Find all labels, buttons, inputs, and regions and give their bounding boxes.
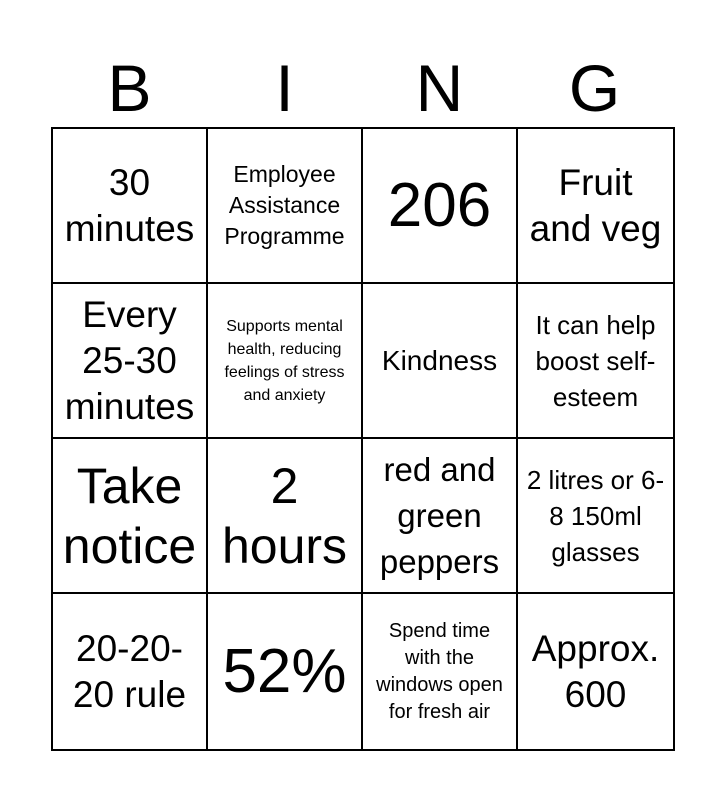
- cell-text: 2 litres or 6-8 150ml glasses: [526, 464, 665, 567]
- bingo-cell[interactable]: [363, 129, 518, 284]
- cell-text: It can help boost self-esteem: [535, 309, 656, 412]
- bingo-cell[interactable]: [208, 284, 363, 439]
- cell-text: Supports mental health, reducing feelings of stress and anxiety: [224, 317, 345, 404]
- bingo-cell[interactable]: [53, 284, 208, 439]
- bingo-cell[interactable]: [363, 284, 518, 439]
- header-letter-b: B: [107, 51, 152, 125]
- cell-text: Kindness: [381, 344, 498, 376]
- bingo-header: [52, 48, 672, 128]
- cell-text: 2 hours: [221, 457, 348, 574]
- cell-text: Approx. 600: [531, 627, 660, 715]
- bingo-cell[interactable]: [518, 284, 673, 439]
- header-letter-i: I: [275, 51, 294, 125]
- cell-text: Spend time with the windows open for fresh air: [376, 619, 503, 723]
- bingo-cell[interactable]: [518, 594, 673, 749]
- bingo-cell[interactable]: [208, 439, 363, 594]
- cell-text: 20-20-20 rule: [72, 627, 187, 715]
- bingo-cell[interactable]: [363, 439, 518, 594]
- header-letter-n: N: [415, 51, 464, 125]
- bingo-grid: [51, 127, 675, 751]
- cell-text: Every 25-30 minutes: [64, 293, 195, 427]
- cell-text: 52%: [222, 636, 347, 706]
- bingo-cell[interactable]: [518, 129, 673, 284]
- bingo-cell[interactable]: [53, 594, 208, 749]
- cell-text: 206: [387, 170, 492, 240]
- cell-text: Employee Assistance Programme: [224, 161, 345, 249]
- bingo-cell[interactable]: [53, 129, 208, 284]
- bingo-cell[interactable]: [208, 129, 363, 284]
- header-letter-g: G: [568, 51, 621, 125]
- bingo-cell[interactable]: [518, 439, 673, 594]
- cell-text: 30 minutes: [64, 161, 195, 249]
- cell-text: red and green peppers: [379, 450, 500, 580]
- cell-text: Fruit and veg: [529, 161, 662, 249]
- bingo-cell[interactable]: [363, 594, 518, 749]
- bingo-cell[interactable]: [208, 594, 363, 749]
- cell-text: Take notice: [62, 457, 197, 574]
- bingo-cell[interactable]: [53, 439, 208, 594]
